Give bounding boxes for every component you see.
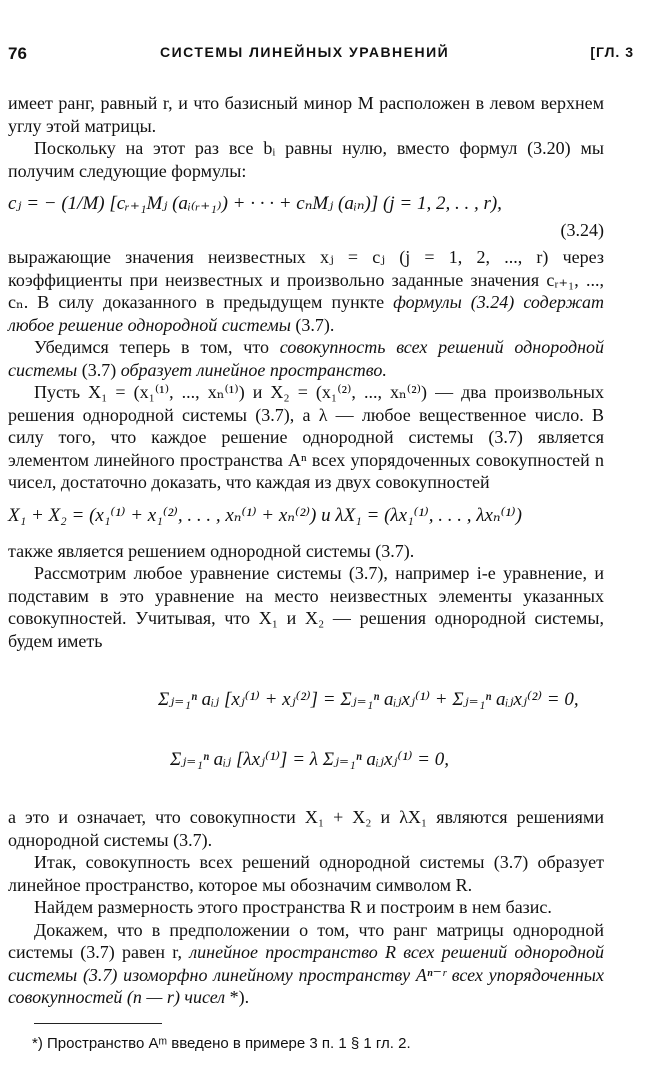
- paragraph-prove: [8, 919, 604, 1009]
- text-italic: образует линейное пространство.: [120, 359, 387, 380]
- paragraph-thus: Итак, совокупность всех решений однородной системы (3.7) образует линейное пространство, которое мы обозначим символом R.: [8, 852, 604, 895]
- text-tail: (3.7).: [290, 314, 335, 335]
- paragraph-since: Поскольку на этот раз все bᵢ равны нулю, вместо формул (3.20) мы получим следующие формулы:: [8, 138, 604, 181]
- paragraph-let: Пусть X₁ = (x₁⁽¹⁾, ..., xₙ⁽¹⁾) и X₂ = (x₁⁽²⁾, ..., xₙ⁽²⁾) — два произвольных решения однородной системы (3.7), а λ — любое вещественное число. В силу того, что каждое решение однородной системы (3.7) является элементом линейного пространства Aⁿ всех упорядоченных совокупностей n чисел, достаточно доказать, что каждая из двух совокупностей: [8, 382, 604, 492]
- text-plain: Докажем, что в предположении о том, что ранг матрицы однородной системы (3.7) равен r,: [8, 919, 604, 962]
- text-mid: (3.7): [77, 359, 121, 380]
- paragraph-verify: [8, 336, 604, 381]
- text-italic: линейное пространство R всех решений однородной системы (3.7) изоморфно линейному пространству Aⁿ⁻ʳ всех упорядоченных совокупностей (n — r) чисел: [8, 942, 605, 1007]
- running-head: [0, 44, 650, 68]
- paragraph-rank: имеет ранг, равный r, и что базисный минор M расположен в левом верхнем углу этой матрицы.: [8, 93, 604, 136]
- text-tail: *).: [225, 987, 250, 1007]
- page-number: 76: [8, 44, 27, 63]
- running-title: СИСТЕМЫ ЛИНЕЙНЫХ УРАВНЕНИЙ: [160, 44, 450, 60]
- text-italic: формулы (3.24) содержат любое решение однородной системы: [8, 292, 604, 335]
- summation-block: [8, 670, 604, 790]
- text-italic: совокупность всех решений однородной системы: [8, 337, 605, 380]
- page-body: [8, 92, 604, 1054]
- paragraph-also: также является решением однородной системы (3.7).: [8, 540, 415, 561]
- formula-3-24: cⱼ = − (1/M) [cᵣ₊₁Mⱼ (aᵢ₍ᵣ₊₁₎) + · · · + cₙMⱼ (aᵢₙ)] (j = 1, 2, . . , r),: [8, 193, 502, 214]
- chapter-marker: [ГЛ. 3: [590, 44, 634, 60]
- text-plain: Убедимся теперь в том, что: [34, 337, 280, 357]
- paragraph-means: а это и означает, что совокупности X₁ + X₂ и λX₁ являются решениями однородной системы (3.7).: [8, 807, 604, 850]
- paragraph-consider: Рассмотрим любое уравнение системы (3.7), например i-е уравнение, и подставим в это уравнение на место неизвестных элементы указанных совокупностей. Учитывая, что X₁ и X₂ — решения однородной системы, будем иметь: [8, 563, 604, 651]
- paragraph-expressing: [8, 246, 604, 336]
- equation-number: (3.24): [560, 220, 604, 240]
- summation-equation-2: Σⱼ₌₁ⁿ aᵢⱼ [λxⱼ⁽¹⁾] = λ Σⱼ₌₁ⁿ aᵢⱼxⱼ⁽¹⁾ = 0,: [170, 749, 450, 770]
- footnote-rule: [34, 1023, 162, 1024]
- footnote: *) Пространство Aᵐ введено в примере 3 п. 1 § 1 гл. 2.: [32, 1034, 411, 1052]
- summation-equation-1: Σⱼ₌₁ⁿ aᵢⱼ [xⱼ⁽¹⁾ + xⱼ⁽²⁾] = Σⱼ₌₁ⁿ aᵢⱼxⱼ⁽¹⁾ + Σⱼ₌₁ⁿ aᵢⱼxⱼ⁽²⁾ = 0,: [158, 689, 579, 710]
- formula-sum-scalar: X₁ + X₂ = (x₁⁽¹⁾ + x₁⁽²⁾, . . . , xₙ⁽¹⁾ + xₙ⁽²⁾) и λX₁ = (λx₁⁽¹⁾, . . . , λxₙ⁽¹⁾): [8, 504, 522, 526]
- paragraph-find: Найдем размерность этого пространства R и построим в нем базис.: [34, 897, 552, 917]
- text-plain: выражающие значения неизвестных xⱼ = cⱼ (j = 1, 2, ..., r) через коэффициенты при неизвестных и произвольно заданные значения cᵣ₊₁, ..., cₙ. В силу доказанного в предыдущем пункте: [8, 247, 604, 312]
